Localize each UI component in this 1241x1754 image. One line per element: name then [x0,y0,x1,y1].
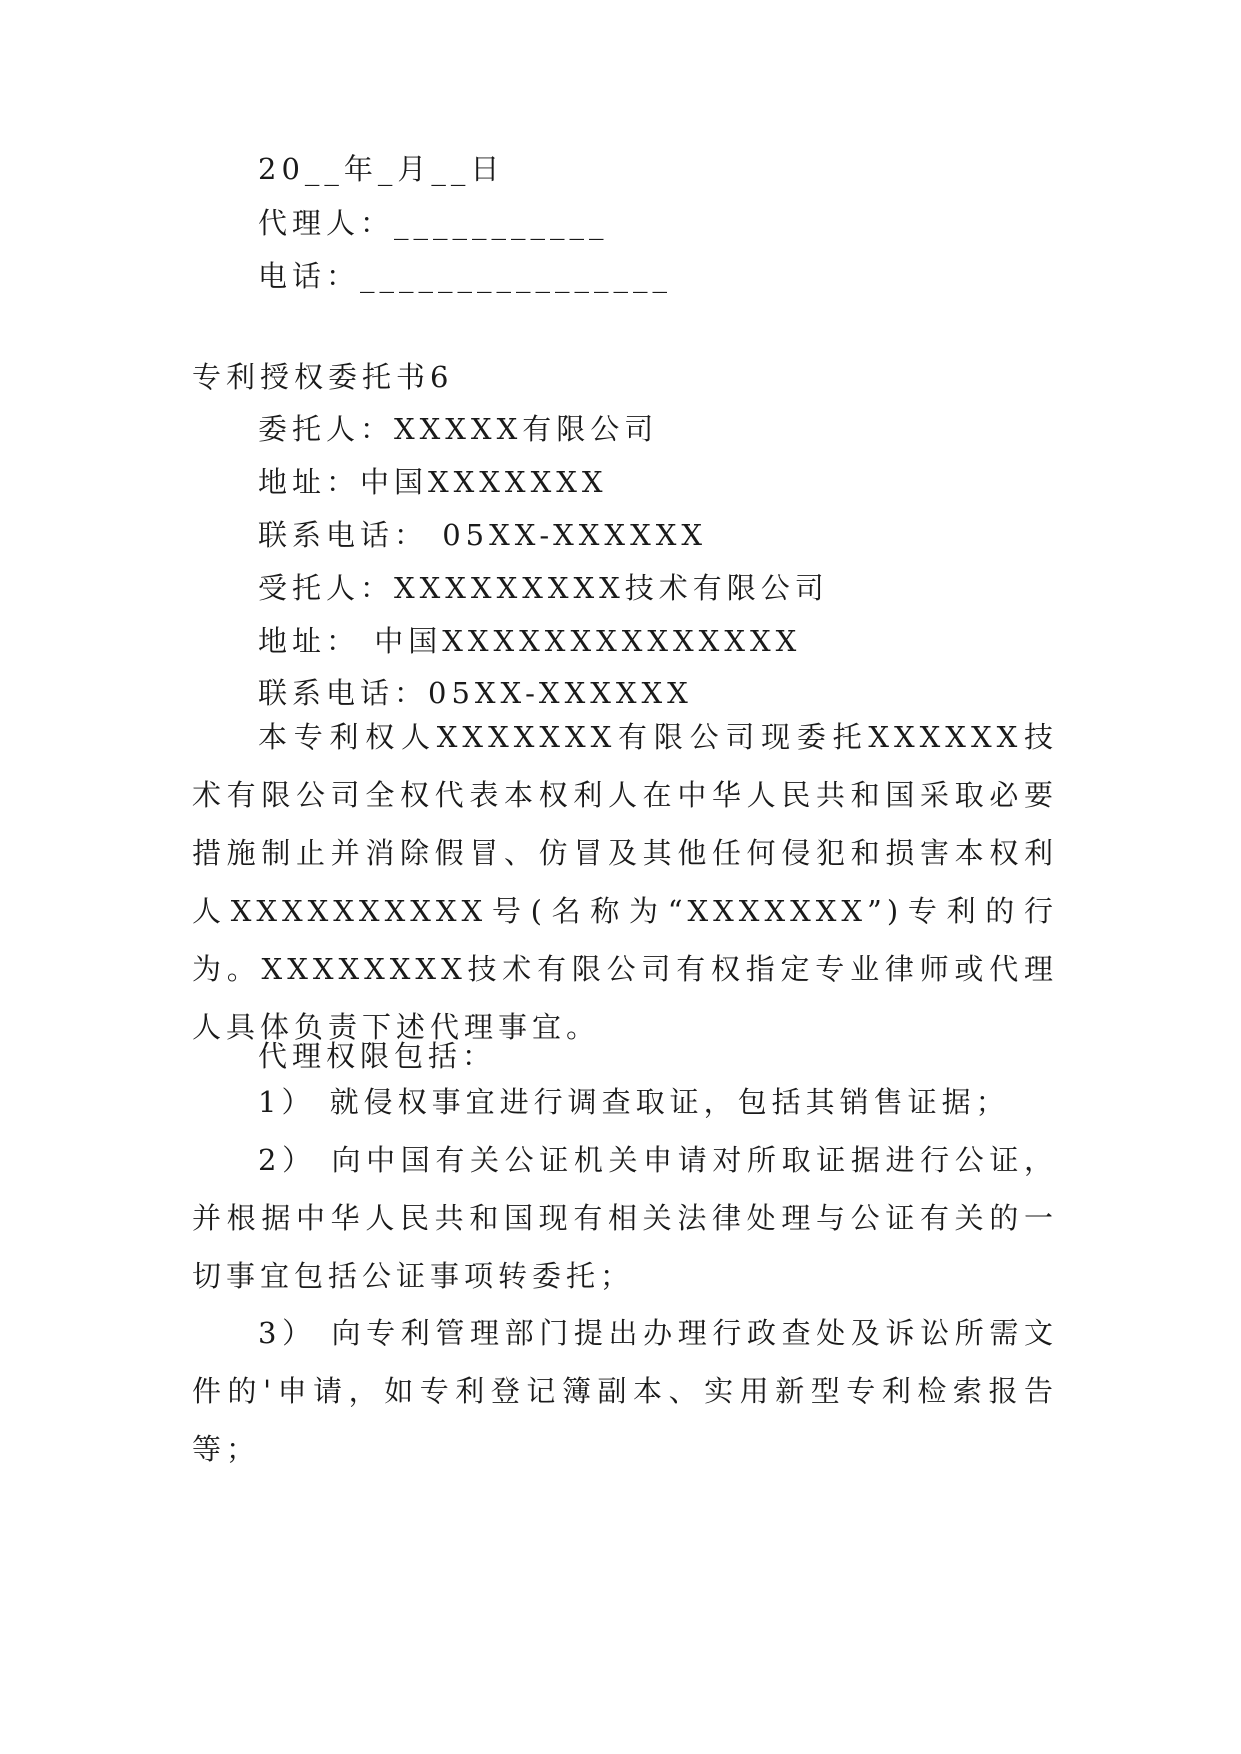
scope-item-2: 2） 向中国有关公证机关申请对所取证据进行公证，并根据中华人民共和国现有相关法律处理与公证有关的一切事宜包括公证事项转委托； [192,1143,1058,1293]
scope-item-1: 1） 就侵权事宜进行调查取证，包括其销售证据； [258,1085,1010,1119]
agent-address-line: 地址： 中国XXXXXXXXXXXXXX [258,624,802,658]
section-title: 专利授权委托书6 [192,360,454,394]
scope-item-3: 3） 向专利管理部门提出办理行政查处及诉讼所需文件的'申请，如专利登记簿副本、实用新型专利检索报告等； [192,1316,1058,1466]
date-line: 20__年_月__日 [258,152,505,186]
agent-line: 受托人：XXXXXXXXX技术有限公司 [258,571,829,605]
agent-phone-line: 联系电话：05XX-XXXXXX [258,676,693,710]
principal-address-line: 地址：中国XXXXXXX [258,465,608,499]
phone-line: 电话：________________ [258,259,673,293]
principal-line: 委托人：XXXXX有限公司 [258,412,659,446]
scope-heading: 代理权限包括： [258,1039,497,1073]
authorization-paragraph: 本专利权人XXXXXXX有限公司现委托XXXXXX技术有限公司全权代表本权利人在中华人民共和国采取必要措施制止并消除假冒、仿冒及其他任何侵犯和损害本权利人XXXXXXXXXX号(名称为“XXXXXXX”)专利的行为。XXXXXXXX技术有限公司有权指定专业律师或代理人具体负责下述代理事宜。 [192,720,1058,1044]
agent-signature-line: 代理人：___________ [258,206,609,240]
principal-phone-line: 联系电话： 05XX-XXXXXX [258,518,708,552]
